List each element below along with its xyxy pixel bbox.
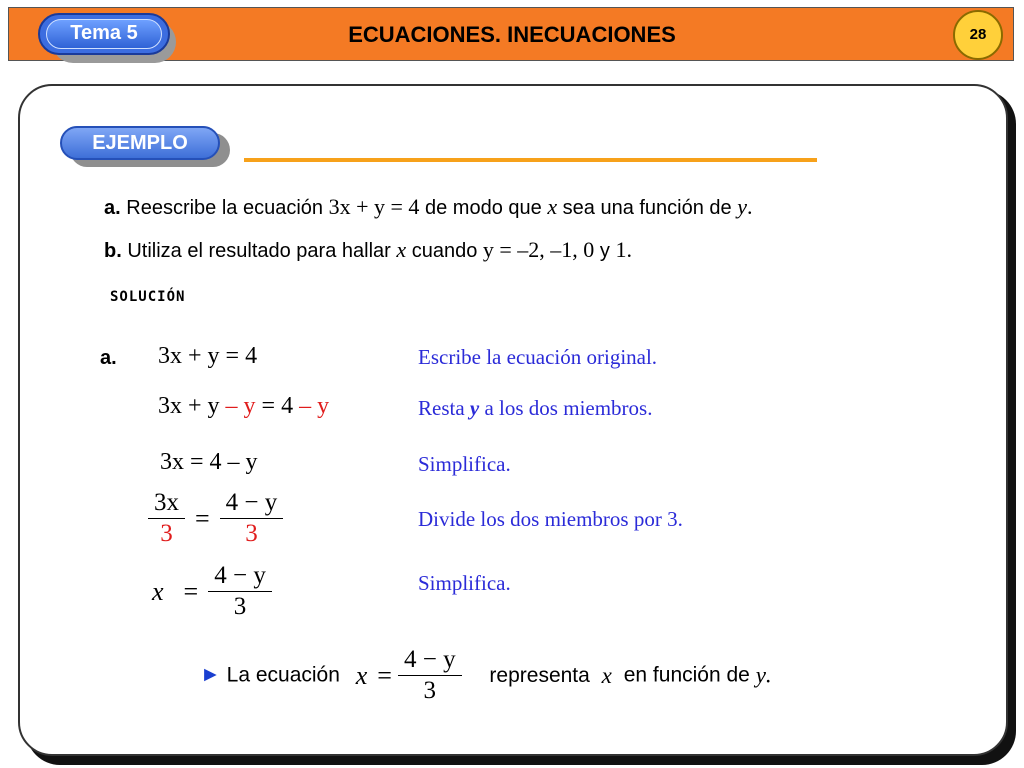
step-2-explanation-pre: Resta — [418, 396, 470, 420]
statement-a-var-x: x — [547, 194, 558, 219]
conclusion-text2: representa — [489, 663, 590, 687]
step-5-rhs-fraction — [208, 561, 272, 622]
statement-b-text2: cuando — [411, 240, 478, 262]
conclusion-num: 4 − y — [398, 645, 462, 676]
step-2-expression — [158, 393, 329, 420]
page-number-badge: 28 — [953, 10, 1003, 60]
step-1-explanation: Escribe la ecuación original. — [418, 345, 658, 369]
step-4-expression — [148, 488, 283, 549]
tema-label: Tema 5 — [70, 22, 138, 44]
example-badge: EJEMPLO — [60, 126, 220, 160]
statement-b-last: 1. — [615, 237, 632, 262]
page-title: ECUACIONES. INECUACIONES — [348, 22, 676, 47]
statement-a-text3: sea una función de — [562, 197, 732, 219]
step-5-rhs-den: 3 — [233, 593, 247, 620]
conclusion-arrow-icon: ► — [200, 663, 221, 687]
step-2-explanation-var: y — [469, 396, 480, 420]
step-4-lhs-num: 3x — [148, 488, 185, 519]
conclusion-var-x: x — [601, 662, 612, 688]
step-1-expression: 3x + y = 4 — [158, 343, 258, 369]
step-4-rhs-num: 4 − y — [220, 488, 284, 519]
step-4-rhs-fraction — [220, 488, 284, 549]
step-4-lhs-fraction — [148, 488, 185, 549]
statement-a-var-y: y — [737, 194, 747, 219]
step-5-explanation: Simplifica. — [418, 571, 511, 595]
conclusion-end: . — [765, 662, 772, 688]
conclusion-lhs: x — [355, 660, 368, 690]
step-5-rhs-num: 4 − y — [208, 561, 272, 592]
conclusion-text3: en función de — [623, 663, 750, 687]
statement-a — [104, 194, 753, 220]
conclusion-den: 3 — [423, 677, 437, 704]
step-4-explanation: Divide los dos miembros por 3. — [418, 507, 683, 531]
step-2-explanation-post: a los dos miembros. — [479, 396, 653, 420]
statement-a-text1: Reescribe la ecuación — [126, 197, 324, 219]
statement-a-label: a. — [104, 197, 121, 219]
conclusion — [200, 645, 772, 706]
statement-a-end: . — [747, 194, 753, 219]
solution-part-label: a. — [100, 347, 117, 369]
statement-b-text1: Utiliza el resultado para hallar — [127, 240, 391, 262]
statement-b-var-x: x — [396, 237, 407, 262]
step-2-black-1: 3x + y — [158, 393, 220, 419]
conclusion-fraction — [398, 645, 462, 706]
statement-b — [104, 237, 632, 263]
statement-b-text3: y — [599, 240, 610, 262]
step-2-red-1: – y — [219, 393, 256, 419]
example-underline — [244, 158, 817, 162]
step-5-expression — [152, 561, 272, 622]
step-5-lhs: x — [152, 576, 164, 606]
statement-a-text2: de modo que — [424, 197, 542, 219]
step-2-red-2: – y — [293, 393, 330, 419]
step-3-explanation: Simplifica. — [418, 452, 511, 476]
conclusion-text1: La ecuación — [226, 663, 340, 687]
step-4-equals: = — [195, 503, 210, 533]
step-4-rhs-den: 3 — [245, 520, 258, 547]
solution-heading: SOLUCIÓN — [110, 289, 186, 305]
step-5-equals: = — [183, 576, 199, 606]
statement-b-values: y = –2, –1, 0 — [482, 237, 595, 262]
step-2-black-2: = 4 — [255, 393, 294, 419]
statement-b-label: b. — [104, 240, 122, 262]
conclusion-var-y: y — [755, 662, 766, 688]
step-4-lhs-den: 3 — [160, 520, 173, 547]
conclusion-equals: = — [377, 660, 392, 690]
statement-a-equation: 3x + y = 4 — [328, 194, 420, 219]
step-3-expression: 3x = 4 – y — [160, 449, 258, 475]
step-2-explanation — [418, 396, 652, 421]
